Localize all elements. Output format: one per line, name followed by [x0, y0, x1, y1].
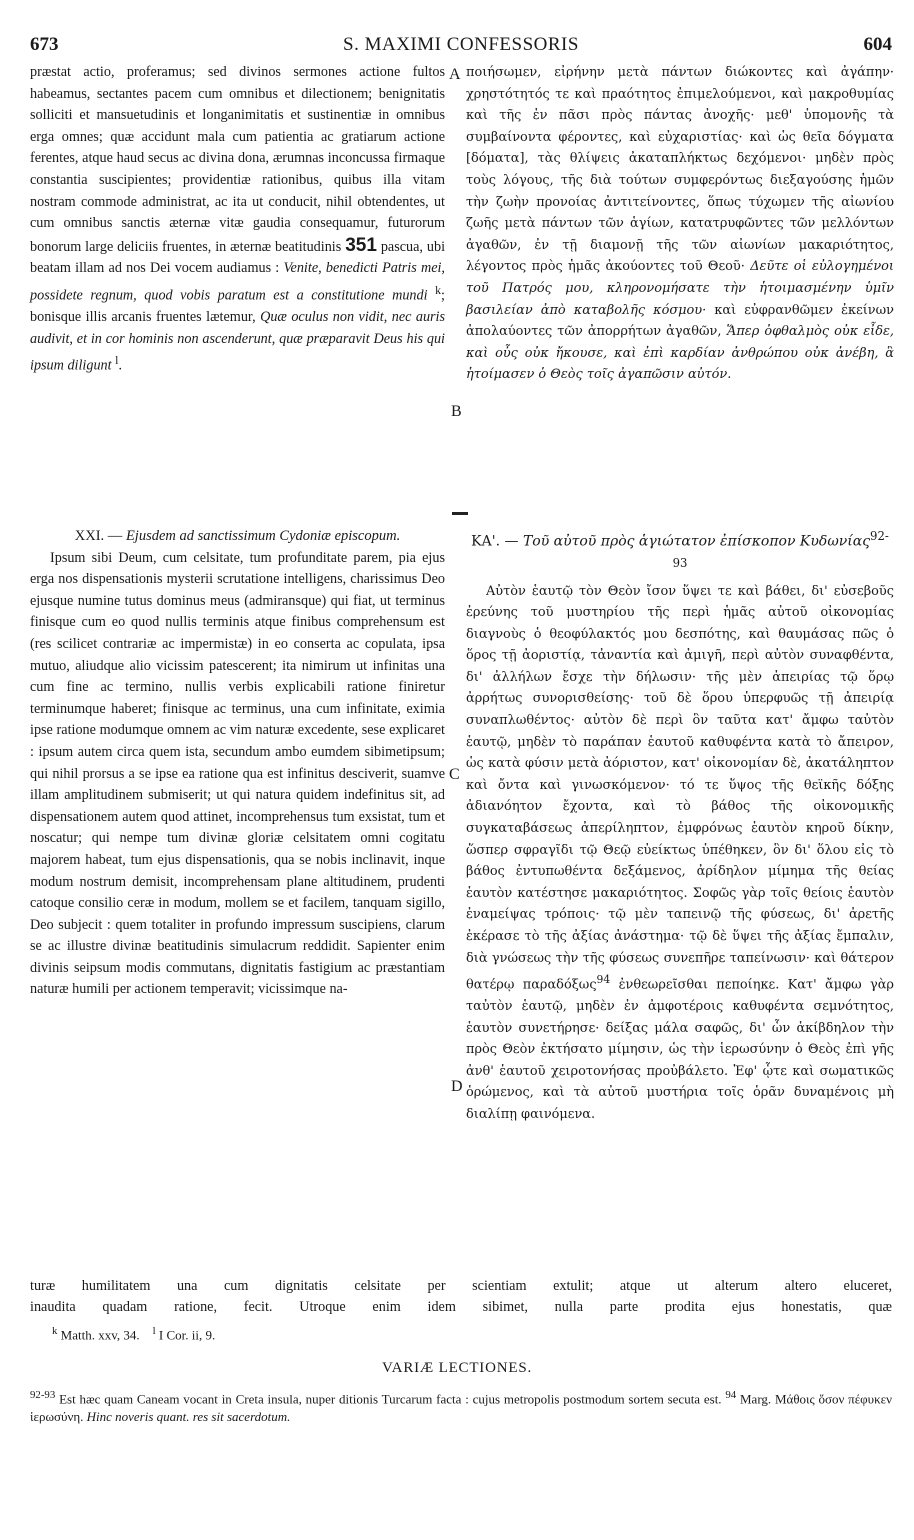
greek-quote-corinthians: Ἅπερ ὀφθαλμὸς οὐκ εἶδε, καὶ οὖς οὐκ ἤκουσε, καὶ ἐπὶ καρδίαν ἀνθρώπου οὐκ ἀνέβη, ἃ ἡτοίμασεν ὁ Θεὸς τοῖς ἀγαπῶσιν αὐτόν.: [466, 324, 894, 383]
greek-section-body-2: ἐνθεωρεῖσθαι πεποίηκε. Κατ' ἄμφω γὰρ ταὐτὸν ἑαυτῷ, μηδὲν ἐν ἀμφοτέροις καθυφέντα σεμνότητος, ἑαυτὸν συνετήρησε· δείξας μάλα σαφῶς, δι' ὧν ἀκίβδηλον τὴν πρὸς Θεὸν ἐκτήσατο μίμησιν, ὡς τὴν ἱερωσύνην ὁ Θεὸς ἐπὶ γῆς ἀνθ' ἑαυτοῦ χειροτονήσας προὐβάλετο. Ἐφ' ᾧτε καὶ σωματικῶς ὁρώμενος, καὶ τὰ αὐτοῦ μυστήρια τοῖς ὁρᾶν δυναμένοις μὴ διαλίπῃ φαινόμενα.: [466, 977, 894, 1123]
footnote-ref-l: l: [115, 353, 119, 368]
variae-lectiones-title: VARIÆ LECTIONES.: [381, 1360, 533, 1376]
column-divider-mark: [452, 512, 468, 515]
variant-note-number-2: 94: [725, 1389, 737, 1401]
page-header: [30, 34, 892, 62]
latin-top-text: præstat actio, proferamus; sed divinos sermones actione fultos habeamus, sectantes pacem cum omnibus et dilectionem; benignitatis solliciti et mansuetudinis et longanimitatis et sustinentiæ in omnibus erga omnes; quæ accidunt mala cum patientia ac gratiarum actione ferentes, atque haud secus ac divina dona, ærumnas inconcussa firmaque constantia suscipientes; providentiæ rationibus, quibus illa vitam nostram commode administrat, ac ita ut conducit, nihil obtendentes, ut cum omnibus sanctis æternæ vitæ gaudia consequamur, futurorum bonorum large deliciis fruentes, in æternæ beatitudinis: [30, 64, 445, 255]
footnote-corinthians: I Cor. ii, 9.: [158, 1327, 216, 1343]
greek-section-heading: [466, 526, 894, 581]
greek-top-text: ποιήσωμεν, εἰρήνην μετὰ πάντων διώκοντες καὶ ἀγάπην· χρηστότητός τε καὶ πραότητος ἐπιμελούμενοι, καὶ μακροθυμίας καὶ τῆς ἐν πᾶσι πρὸς πάντας ἀνοχῆς· μεθ' ὑπομονῆς τὰ συμβαίνοντα φέροντες, καὶ εὐχαριστίας· καὶ ὡς θεῖα δόγματα [δόματα], τὰς θλίψεις ἀκαταπλήκτως δεχόμενοι· μηδὲν πρὸς τοὺς λόγους, τῆς διὰ τούτων συμφερόντως διεξαγούσης ἡμῶν τὴν ζωὴν προνοίας ἀντιτείνοντες, ὅπως τύχωμεν τῆς αἰωνίου ζωῆς μετὰ πάντων τῶν ἁγίων, κατατρυφῶντες τῶν μελλόντων ἀγαθῶν, ἐν τῇ διαμονῇ τῆς τῶν αἰωνίων μακαριότητος, λέγοντος πρὸς ἡμᾶς ἀκούοντες τοῦ Θεοῦ·: [466, 65, 894, 275]
footnote-ref-k: k: [435, 282, 442, 297]
margin-marker-d: D: [451, 1078, 463, 1095]
margin-marker-c: C: [449, 766, 460, 783]
latin-top-text-2: pascua, ubi beatam illam ad nos Dei vocem audiamus :: [30, 238, 446, 277]
footnote-matthew: Matth. xxv, 34.: [60, 1327, 140, 1343]
full-width-line-2: inaudita quadam ratione, fecit. Utroque enim idem sibimet, nulla parte prodita ejus honestatis, quæ: [30, 1299, 892, 1315]
latin-quote-matthew: Venite, benedicti Patris mei, possidete regnum, quod vobis paratum est a constitutione mundi: [30, 260, 445, 304]
footnote-mark-k: k: [52, 1325, 58, 1337]
greek-section-number: ΚΑ'. —: [471, 533, 519, 550]
page-number-right: 604: [863, 34, 892, 55]
latin-section-number: XXI. —: [74, 528, 123, 544]
greek-footnote-ref-94: 94: [596, 973, 611, 987]
greek-section-ka: [466, 526, 894, 1126]
variant-note-2-latin: Hinc noveris quant. res sit sacerdotum.: [86, 1409, 291, 1425]
latin-quote-corinthians: Quæ oculus non vidit, nec auris audivit, et in cor hominis non ascenderunt, quæ præparavit Deus his qui ipsum diligunt: [30, 309, 446, 375]
latin-column-top: [30, 62, 445, 378]
scripture-footnotes: [52, 1325, 215, 1343]
greek-top-text-2: καὶ εὐφρανθῶμεν ἐκείνων ἀπολαύοντες τῶν ἀπορρήτων ἀγαθῶν,: [466, 302, 894, 340]
latin-top-text-4: .: [118, 358, 122, 375]
margin-marker-b: B: [451, 403, 462, 420]
variant-note-1: Est hæc quam Caneam vocant in Creta insula, nuper ditionis Turcarum facta : cujus metropolis postmodum sortem secuta est.: [59, 1391, 722, 1407]
variae-lectiones-text: [30, 1386, 892, 1426]
column-number: 351: [345, 234, 377, 256]
page-number-left: 673: [30, 34, 59, 55]
greek-section-title: Τοῦ αὐτοῦ πρὸς ἁγιώτατον ἐπίσκοπον Κυδωνίας: [522, 533, 871, 550]
margin-marker-a: A: [449, 66, 461, 83]
greek-section-body: Αὐτὸν ἑαυτῷ τὸν Θεὸν ἴσον ὕψει τε καὶ βάθει, δι' εὐσεβοῦς ἐρεύνης τοῦ μυστηρίου τῆς περὶ ἡμᾶς αὐτοῦ οἰκονομίας διαγνοὺς ὁ θεοφύλακτός μου δεσπότης, καὶ θαυμάσας πῶς ὁ ὅρος τῇ ἀοριστίᾳ, τἀναντία καὶ ἀμιγῆ, περὶ αὐτὸν συναφθέντα, δι' ἀλλήλων ἔσχε τὴν δήλωσιν· τῆς μὲν ἀπειρίας τῷ ὅρῳ ἀρρήτως συνορισθείσης· τοῦ δὲ ὅρου ὑπερφυῶς τῇ ἀπειρίᾳ συναπλωθέντος· αὐτὸν δὲ περὶ ὃν ταῦτα κατ' ἄμφω ταὐτὸν ἑαυτῷ, μηδὲν τὸ παράπαν ἑαυτοῦ καθυφέντα κατὰ τὸ ἄπειρον, ὡς κατὰ φύσιν μετὰ ἀόριστον, κατ' οἰκονομίαν δὲ, ἀκατάληπτον καὶ ὄντα καὶ γινωσκόμενον· τό τε ὕψος τῆς θεϊκῆς δόξης ἀδιανόητον ἔχοντα, καὶ τὸ βάθος τῆς οἰκονομικῆς συγκαταβάσεως ἀπερίληπτον, ἐμφρόνως ἑαυτὸν κηροῦ δίκην, ὥσπερ σφραγῖδι τῷ Θεῷ εὐείκτως ὑπέθηκεν, ὃν δι' ὅλου εἰς τὸ βάθος ἐντυπωθέντα δεξάμενος, ἀρίδηλον μίμημα τῆς θείας ἑαυτὸν κατέστησε μακαριότητος. Σοφῶς γὰρ τοῖς θείοις ἑαυτὸν ἐναμείψας τρόποις· τῷ μὲν ταπεινῷ τῆς φύσεως, δι' ἀρετῆς ἐκέρασε τὸ τῆς ἀξίας ἀνάστημα· τῷ δὲ ὕψει τῆς ἀξίας ἔμπαλιν, διὰ γνώσεως τὴν τῆς φύσεως συνεπῆρε ταπείνωσιν· καὶ θάτερον θατέρῳ παραδόξως: [466, 583, 894, 993]
variant-note-2: Marg. Μάθοις ὅσον πέφυκεν ἱερωσύνη.: [30, 1391, 893, 1425]
full-width-line-1: turæ humilitatem una cum dignitatis celsitate per scientiam extulit; atque ut alterum altero eluceret,: [30, 1278, 892, 1294]
greek-section-footnote-ref: 92-93: [672, 529, 889, 571]
greek-quote-matthew: Δεῦτε οἱ εὐλογημένοι τοῦ Πατρός μου, κληρονομήσατε τὴν ἡτοιμασμένην ὑμῖν βασιλείαν ἀπὸ καταβολῆς κόσμου·: [466, 259, 894, 318]
latin-top-text-3: ; bonisque illis arcanis fruentes lætemur,: [30, 287, 445, 326]
latin-section-xxi: [30, 526, 445, 1001]
latin-section-body: Ipsum sibi Deum, cum celsitate, tum profunditate parem, pia ejus erga nos dispensationis mysterii scrutatione intelligens, charissimus Deo ejusque numine tutus dominus meus (admiransque) qui fiat, ut terminus finisque cum eo quod nullis terminis atque finibus comprehensum est (res scilicet contrariæ ac impermistæ) in eo conserta ac copulata, ipsa mutuo, aliudque alio vicissim patescerent; ita nimirum ut infinitas una cum fine ac termino, nullis verbis explicabili ratione finiretur terminumque haberet; finisque ac terminus, una cum infinitate, eximia ipse ratione modumque omnem ac vim naturæ excedente, sese explicaret : ipsum autem circa quem ista, secundum ambo eumdem sibimetipsum; qui nihil prorsus a se ipse ea ratione qua est infinitus desciverit, suamve illam amplitudinem submiserit; ut qui natura quidem indefinitus sit, ad dispensationem autem quod attinet, incomprehensus tum exsistat, tum et noscatur; qui nempe tum divinæ gloriæ celsitatem omni cogitatu majorem habeat, tum ejus dispensationis, qua se nobis inclinavit, inque modum nostrum demisit, incomprehensam plane altitudinem, prudenti catoque consilio ceræ in modum, mollem se et facilem, tanquam sigillo, Deo subjecit : quem totaliter in profundo impressum suscipiens, clarum se ac illustre divinæ beatitudinis simulacrum reddidit. Sapienter enim divinis seipsum modis commutans, dignitatis fastigium ac præstantiam naturæ humili per actionem temperavit; vicissimque na-: [30, 549, 445, 998]
greek-column-top: [466, 62, 894, 386]
running-title: S. MAXIMI CONFESSORIS: [343, 34, 579, 55]
latin-section-title: Ejusdem ad sanctissimum Cydoniæ episcopum.: [125, 528, 401, 544]
latin-section-heading: [30, 526, 445, 548]
footnote-mark-l: l: [152, 1325, 156, 1337]
variant-note-number-1: 92-93: [30, 1389, 56, 1401]
